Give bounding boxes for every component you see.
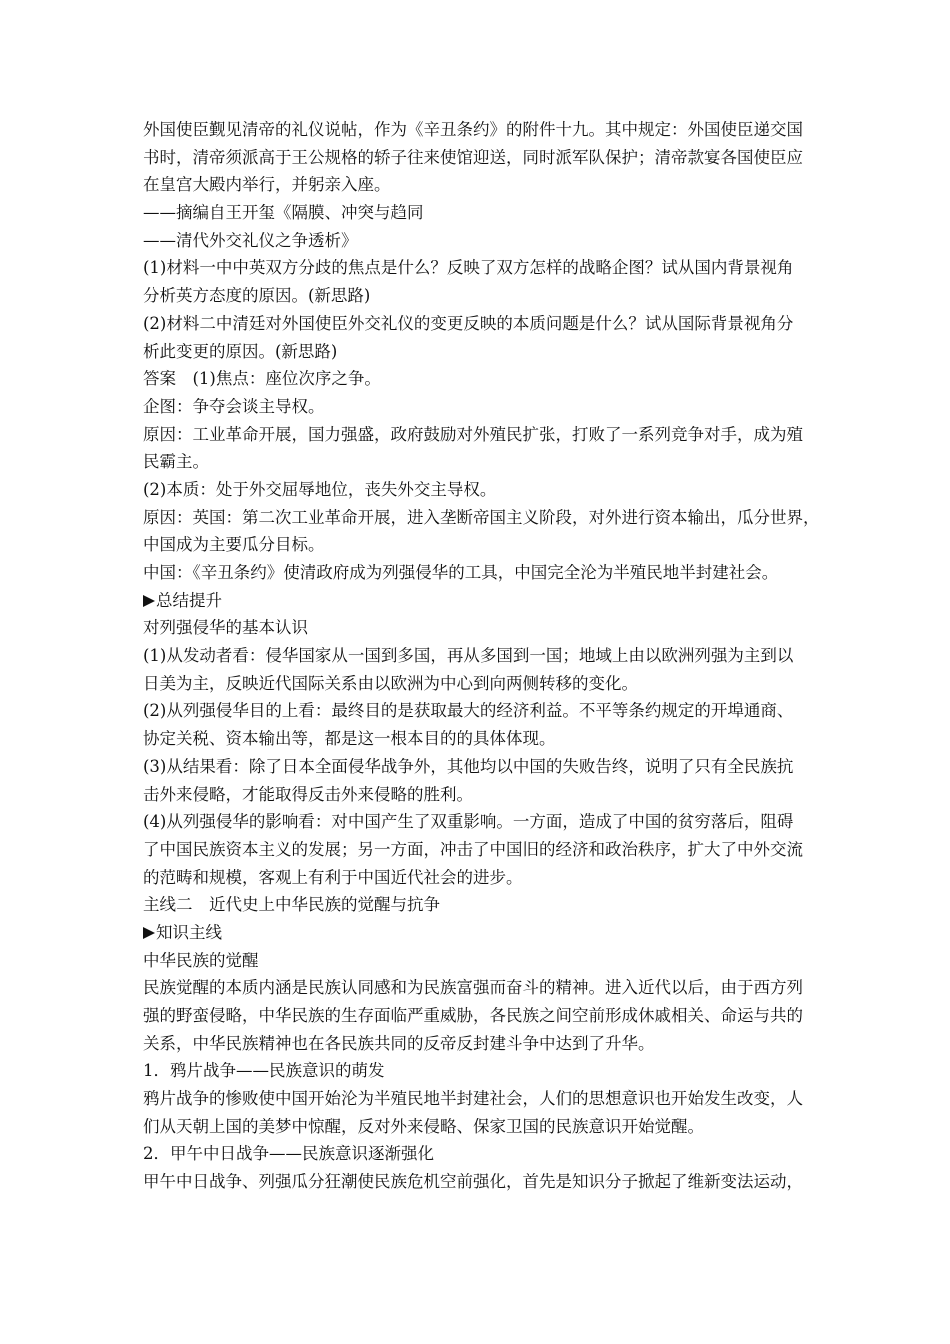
text-line: 在皇宫大殿内举行，并躬亲入座。 [143,175,391,195]
question-line: (1)材料一中中英双方分歧的焦点是什么？反映了双方怎样的战略企图？试从国内背景视角 [143,258,794,278]
text-line: 日美为主，反映近代国际关系由以欧洲为中心到向两侧转移的变化。 [143,673,638,693]
section-heading-label: 知识主线 [156,922,222,942]
citation-line: ——摘编自王开玺《隔膜、冲突与趋同 [143,203,424,223]
text-line: 鸦片战争的惨败使中国开始沦为半殖民地半封建社会，人们的思想意识也开始发生改变，人 [143,1089,803,1109]
text-line: 击外来侵略，才能取得反击外来侵略的胜利。 [143,784,473,804]
numbered-heading: 2．甲午中日战争——民族意识逐渐强化 [143,1144,434,1164]
text-line: 们从天朝上国的美梦中惊醒，反对外来侵略、保家卫国的民族意识开始觉醒。 [143,1116,704,1136]
question-line: (2)材料二中清廷对外国使臣外交礼仪的变更反映的本质问题是什么？试从国际背景视角分 [143,313,794,333]
text-line: 协定关税、资本输出等，都是这一根本目的的具体体现。 [143,729,556,749]
citation-line: ——清代外交礼仪之争透析》 [143,230,358,250]
text-line: (3)从结果看：除了日本全面侵华战争外，其他均以中国的失败告终，说明了只有全民族抗 [143,756,794,776]
answer-line: 企图：争夺会谈主导权。 [143,396,325,416]
subheading: 中华民族的觉醒 [143,950,259,970]
triangle-bullet-icon [143,927,155,939]
text-line: (2)从列强侵华目的上看：最终目的是获取最大的经济利益。不平等条约规定的开埠通商、 [143,701,794,721]
text-line: 外国使臣觐见清帝的礼仪说帖，作为《辛丑条约》的附件十九。其中规定：外国使臣递交国 [143,120,803,139]
answer-line: 答案 (1)焦点：座位次序之争。 [143,369,381,389]
text-line: (4)从列强侵华的影响看：对中国产生了双重影响。一方面，造成了中国的贫穷落后，阻碍 [143,812,794,832]
subheading: 对列强侵华的基本认识 [143,618,308,638]
question-line: 分析英方态度的原因。(新思路) [143,286,371,306]
text-line: 关系，中华民族精神也在各民族共同的反帝反封建斗争中达到了升华。 [143,1033,655,1053]
text-line: 了中国民族资本主义的发展；另一方面，冲击了中国旧的经济和政治秩序，扩大了中外交流 [143,839,803,859]
answer-line: 原因：工业革命开展，国力强盛，政府鼓励对外殖民扩张，打败了一系列竞争对手，成为殖 [143,424,803,444]
text-line: 的范畴和规模，客观上有利于中国近代社会的进步。 [143,867,523,887]
section-heading-summary [143,587,828,615]
section-heading-knowledge [143,919,828,947]
question-line: 析此变更的原因。(新思路) [143,341,338,361]
text-line: 强的野蛮侵略，中华民族的生存面临严重威胁，各民族之间空前形成休戚相关、命运与共的 [143,1006,803,1025]
section-heading-label: 总结提升 [156,590,222,610]
main-line-heading: 主线二 近代史上中华民族的觉醒与抗争 [143,895,440,915]
document-page [143,116,828,1196]
answer-line: (2)本质：处于外交屈辱地位，丧失外交主导权。 [143,479,497,499]
text-line: 书时，清帝须派高于王公规格的轿子往来使馆迎送，同时派军队保护；清帝款宴各国使臣应 [143,147,803,167]
text-line: (1)从发动者看：侵华国家从一国到多国，再从多国到一国；地域上由以欧洲列强为主到以 [143,646,794,666]
numbered-heading: 1．鸦片战争——民族意识的萌发 [143,1061,385,1081]
text-line: 民族觉醒的本质内涵是民族认同感和为民族富强而奋斗的精神。进入近代以后，由于西方列 [143,978,803,998]
triangle-bullet-icon [143,595,155,607]
answer-line: 民霸主。 [143,452,209,472]
text-line: 甲午中日战争、列强瓜分狂潮使民族危机空前强化，首先是知识分子掀起了维新变法运动， [143,1172,803,1192]
answer-line: 原因：英国：第二次工业革命开展，进入垄断帝国主义阶段，对外进行资本输出，瓜分世界， [143,507,820,527]
answer-line: 中国：《辛丑条约》使清政府成为列强侵华的工具，中国完全沦为半殖民地半封建社会。 [143,563,779,582]
answer-line: 中国成为主要瓜分目标。 [143,535,325,555]
